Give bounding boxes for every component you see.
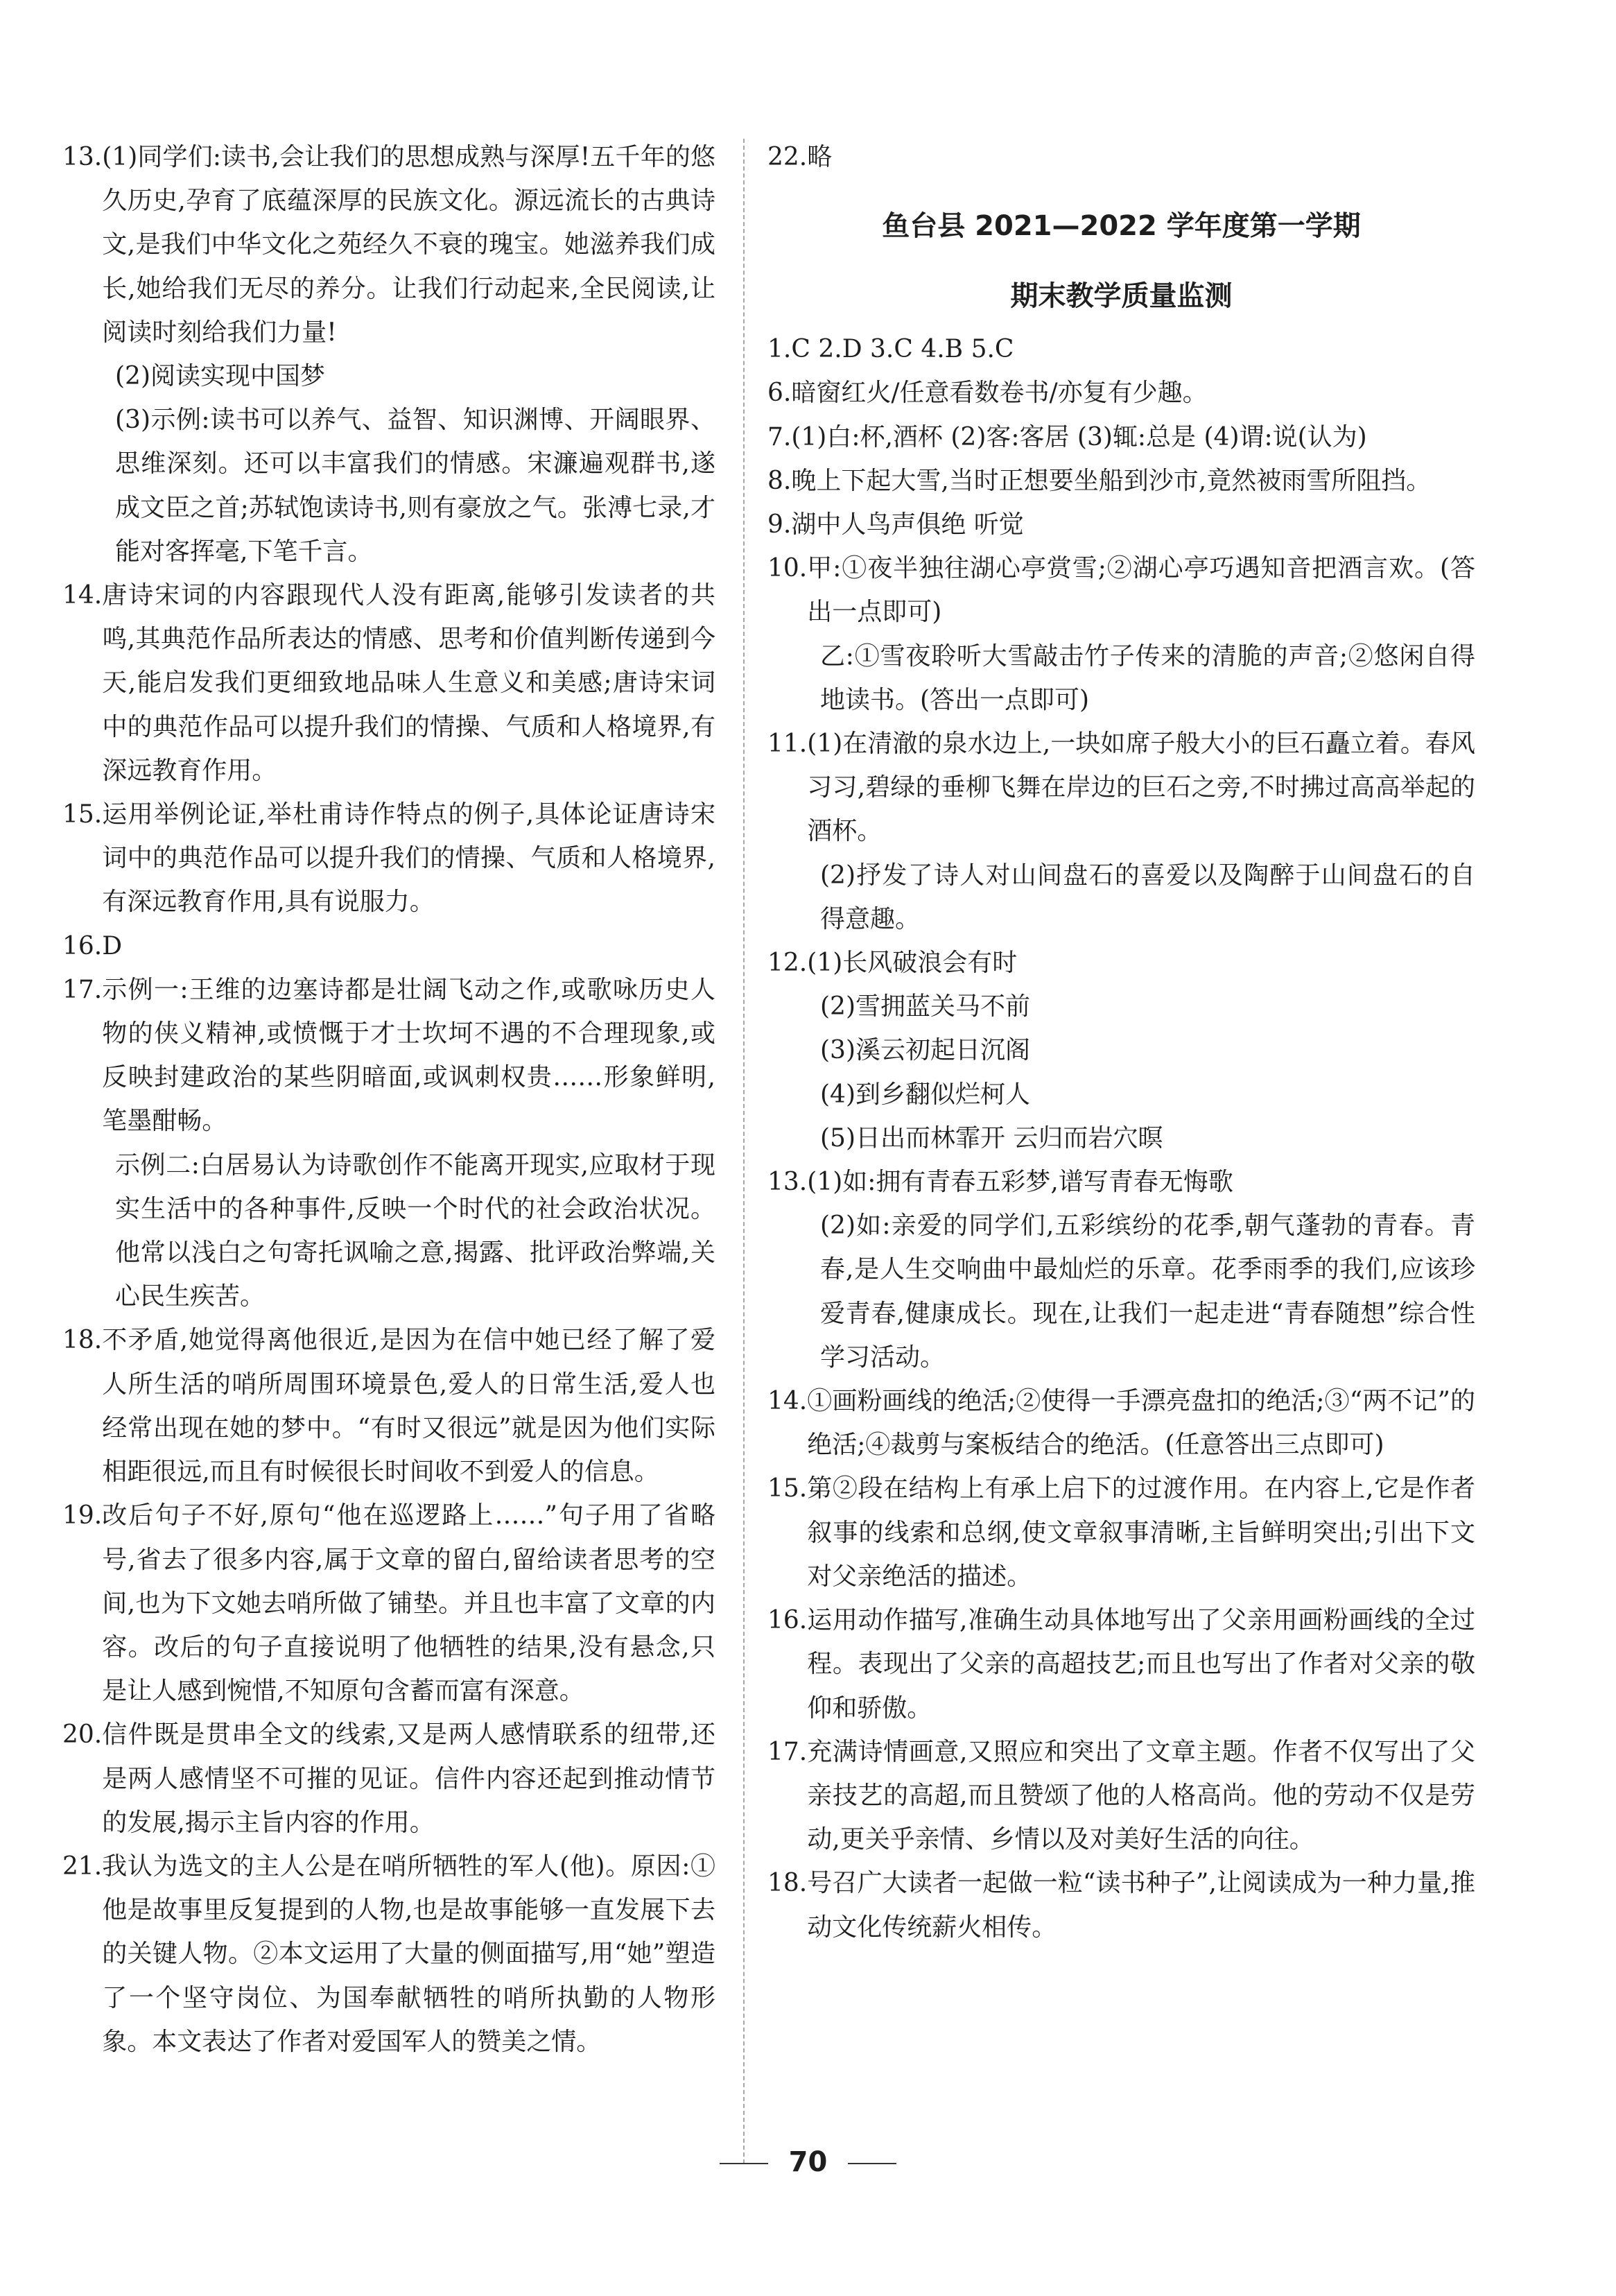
answer-subtext: (2)阅读实现中国梦	[115, 362, 325, 391]
answer-number: 21.	[62, 1852, 103, 1881]
answer-number: 16.	[767, 1606, 808, 1635]
answer-item	[62, 924, 715, 968]
answer-subtext: (4)到乡翻似烂柯人	[820, 1080, 1030, 1109]
answer-number: 14.	[62, 581, 103, 610]
answer-item	[62, 1494, 715, 1713]
left-column	[62, 135, 715, 2064]
answer-number: 13.	[62, 143, 103, 171]
answer-text: 号召广大读者一起做一粒“读书种子”,让阅读成为一种力量,推动文化传统薪火相传。	[807, 1869, 1475, 1942]
answer-number: 8.	[767, 466, 792, 495]
answer-text: 信件既是贯串全文的线索,又是两人感情联系的纽带,还是两人感情坚不可摧的见证。信件内容还起到推动情节的发展,揭示主旨内容的作用。	[102, 1720, 715, 1837]
answer-subtext: (3)示例:读书可以养气、益智、知识渊博、开阔眼界、思维深刻。还可以丰富我们的情感。宋濂遍观群书,遂成文臣之首;苏轼饱读诗书,则有豪放之气。张溥七录,才能对客挥毫,下笔千言。	[115, 406, 715, 566]
answer-text: 略	[807, 143, 833, 171]
answer-item	[62, 573, 715, 793]
answer-subtext: (2)雪拥蓝关马不前	[820, 992, 1030, 1021]
column-divider	[743, 139, 745, 2164]
answer-item	[767, 1467, 1475, 1598]
answer-text: (1)长风破浪会有时	[807, 949, 1018, 978]
page-footer	[0, 2146, 1616, 2178]
page-number: 70	[788, 2146, 828, 2178]
answer-item	[62, 1713, 715, 1845]
answer-text: 甲:①夜半独往湖心亭赏雪;②湖心亭巧遇知音把酒言欢。(答出一点即可)	[807, 554, 1475, 627]
answer-text: C 2.D 3.C 4.B 5.C	[791, 335, 1014, 364]
answer-number: 15.	[62, 800, 103, 829]
right-answers	[767, 327, 1475, 1949]
answer-item	[767, 1730, 1475, 1862]
answer-text: (1)如:拥有青春五彩梦,谱写青春无悔歌	[807, 1168, 1233, 1197]
answer-text: 示例一:王维的边塞诗都是壮阔飞动之作,或歌咏历史人物的侠义精神,或愤慨于才士坎坷不遇的不合理现象,或反映封建政治的某些阴暗面,或讽刺权贵……形象鲜明,笔墨酣畅。	[102, 975, 715, 1136]
answer-text: 唐诗宋词的内容跟现代人没有距离,能够引发读者的共鸣,其典范作品所表达的情感、思考和价值判断传递到今天,能启发我们更细致地品味人生意义和美感;唐诗宋词中的典范作品可以提升我们的情操、气质和人格境界,有深远教育作用。	[102, 581, 715, 785]
answer-number: 10.	[767, 554, 808, 583]
answer-item	[62, 1845, 715, 2064]
answer-number: 6.	[767, 379, 792, 408]
answer-item	[767, 459, 1475, 503]
answer-number: 20.	[62, 1720, 103, 1750]
answer-text: (1)同学们:读书,会让我们的思想成熟与深厚!五千年的悠久历史,孕育了底蕴深厚的民族文化。源远流长的古典诗文,是我们中华文化之苑经久不衰的瑰宝。她滋养我们成长,她给我们无尽的养分。让我们行动起来,全民阅读,让阅读时刻给我们力量!	[102, 143, 715, 347]
answer-number: 18.	[62, 1326, 103, 1355]
exam-title: 鱼台县 2021—2022 学年度第一学期	[882, 210, 1361, 243]
answer-number: 18.	[767, 1869, 808, 1898]
answer-text: (1)白:杯,酒杯 (2)客:客居 (3)辄:总是 (4)谓:说(认为)	[791, 422, 1367, 451]
answer-text: 运用举例论证,举杜甫诗作特点的例子,具体论证唐诗宋词中的典范作品可以提升我们的情操、气质和人格境界,有深远教育作用,具有说服力。	[102, 800, 715, 917]
answer-text: 我认为选文的主人公是在哨所牺牲的军人(他)。原因:①他是故事里反复提到的人物,也是故事能够一直发展下去的关键人物。②本文运用了大量的侧面描写,用“她”塑造了一个坚守岗位、为国奉献牺牲的哨所执勤的人物形象。本文表达了作者对爱国军人的赞美之情。	[102, 1852, 715, 2056]
right-column	[767, 135, 1475, 1949]
answer-text: (1)在清澈的泉水边上,一块如席子般大小的巨石矗立着。春风习习,碧绿的垂柳飞舞在岸边的巨石之旁,不时拂过高高举起的酒杯。	[807, 730, 1475, 846]
answer-item	[62, 793, 715, 924]
answer-number: 13.	[767, 1168, 808, 1197]
answer-text: 运用动作描写,准确生动具体地写出了父亲用画粉画线的全过程。表现出了父亲的高超技艺;而且也写出了作者对父亲的敬仰和骄傲。	[807, 1606, 1475, 1723]
answer-subtext: (5)日出而林霏开 云归而岩穴暝	[820, 1123, 1163, 1153]
answer-text: 第②段在结构上有承上启下的过渡作用。在内容上,它是作者叙事的线索和总纲,使文章叙事清晰,主旨鲜明突出;引出下文对父亲绝活的描述。	[807, 1474, 1475, 1591]
answer-text: 暗窗红火/任意看数卷书/亦复有少趣。	[791, 379, 1208, 408]
answer-item	[767, 135, 1475, 179]
answer-item	[767, 371, 1475, 415]
answer-text: 湖中人鸟声俱绝 听觉	[791, 510, 1024, 540]
answer-item	[62, 1318, 715, 1494]
footer-dash-left	[720, 2163, 768, 2164]
answer-number: 19.	[62, 1501, 103, 1530]
answer-item	[767, 1379, 1475, 1467]
answer-number: 15.	[767, 1474, 808, 1503]
answer-subtext: 示例二:白居易认为诗歌创作不能离开现实,应取材于现实生活中的各种事件,反映一个时代的社会政治状况。他常以浅白之句寄托讽喻之意,揭露、批评政治弊端,关心民生疾苦。	[115, 1150, 715, 1311]
answer-item	[767, 546, 1475, 634]
answer-number: 16.	[62, 931, 103, 960]
answer-number: 17.	[62, 975, 103, 1004]
answer-text: D	[102, 931, 123, 960]
answer-number: 9.	[767, 510, 792, 540]
answer-item	[767, 415, 1475, 459]
answer-subtext: (2)如:亲爱的同学们,五彩缤纷的花季,朝气蓬勃的青春。青春,是人生交响曲中最灿烂的乐章。花季雨季的我们,应该珍爱青春,健康成长。现在,让我们一起走进“青春随想”综合性学习活动。	[820, 1211, 1475, 1372]
answer-number: 1.	[767, 335, 792, 364]
answer-number: 22.	[767, 143, 808, 171]
answer-item	[62, 968, 715, 1143]
answer-text: ①画粉画线的绝活;②使得一手漂亮盘扣的绝活;③“两不记”的绝活;④裁剪与案板结合的绝活。(任意答出三点即可)	[807, 1387, 1475, 1460]
answer-item	[767, 722, 1475, 854]
answer-subtext: (3)溪云初起日沉阁	[820, 1036, 1030, 1065]
answer-number: 7.	[767, 422, 792, 451]
answer-item	[767, 941, 1475, 985]
answer-number: 17.	[767, 1737, 808, 1766]
answer-subtext: 乙:①雪夜聆听大雪敲击竹子传来的清脆的声音;②悠闲自得地读书。(答出一点即可)	[820, 641, 1475, 714]
answer-item	[767, 1861, 1475, 1949]
exam-subtitle: 期末教学质量监测	[1010, 280, 1233, 313]
answer-text: 改后句子不好,原句“他在巡逻路上……”句子用了省略号,省去了很多内容,属于文章的留白,留给读者思考的空间,也为下文她去哨所做了铺垫。并且也丰富了文章的内容。改后的句子直接说明了他牺牲的结果,没有悬念,只是让人感到惋惜,不知原句含蓄而富有深意。	[102, 1501, 715, 1706]
answer-item	[767, 503, 1475, 546]
answer-text: 不矛盾,她觉得离他很近,是因为在信中她已经了解了爱人所生活的哨所周围环境景色,爱人的日常生活,爱人也经常出现在她的梦中。“有时又很远”就是因为他们实际相距很远,而且有时候很长时间收不到爱人的信息。	[102, 1326, 715, 1487]
answer-text: 充满诗情画意,又照应和突出了文章主题。作者不仅写出了父亲技艺的高超,而且赞颂了他的人格高尚。他的劳动不仅是劳动,更关乎亲情、乡情以及对美好生活的向往。	[807, 1737, 1475, 1854]
answer-item	[767, 327, 1475, 371]
answer-text: 晚上下起大雪,当时正想要坐船到沙市,竟然被雨雪所阻挡。	[791, 466, 1432, 495]
footer-dash-right	[848, 2163, 896, 2164]
answer-subtext: (2)抒发了诗人对山间盘石的喜爱以及陶醉于山间盘石的自得意趣。	[820, 861, 1475, 933]
answer-item	[62, 135, 715, 354]
answer-number: 14.	[767, 1387, 808, 1416]
answer-number: 12.	[767, 949, 808, 978]
answer-number: 11.	[767, 730, 808, 759]
answer-item	[767, 1160, 1475, 1204]
answer-item	[767, 1598, 1475, 1730]
